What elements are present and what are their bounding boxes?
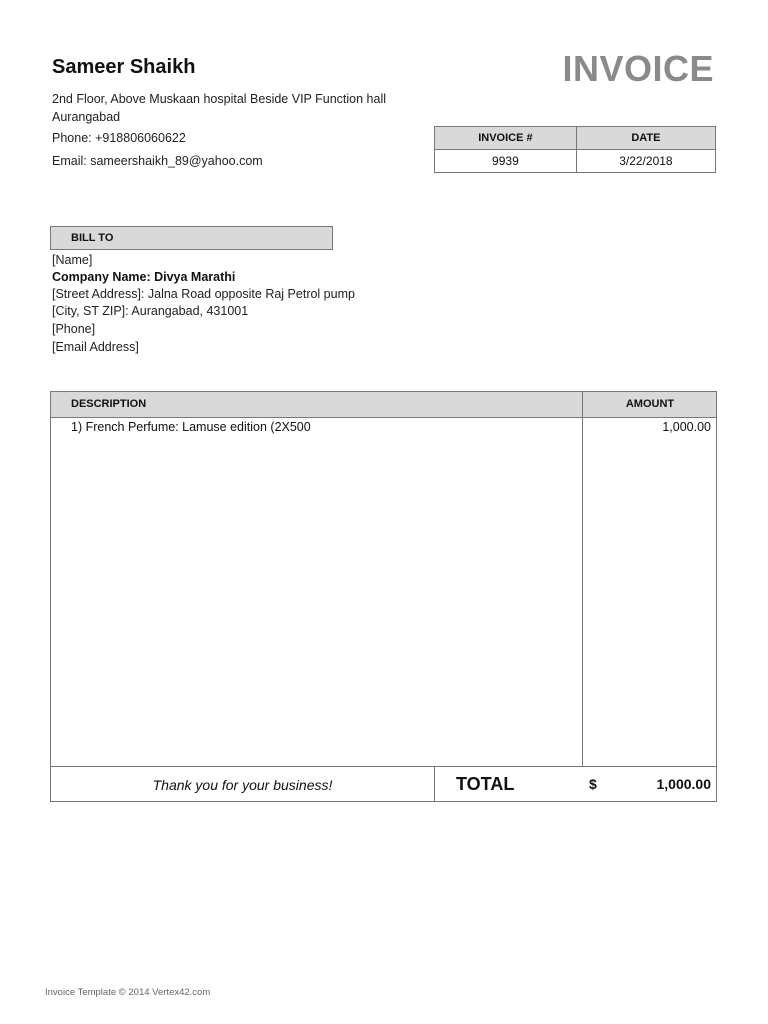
seller-address-line2: Aurangabad [52,110,121,124]
line-items-header [51,392,716,418]
thank-you-note: Thank you for your business! [152,777,333,793]
seller-email: Email: sameershaikh_89@yahoo.com [52,154,263,168]
amount-header: AMOUNT [625,398,675,410]
line-items-table [50,391,717,802]
line-item-description: 1) French Perfume: Lamuse edition (2X500 [71,420,311,434]
bill-to-header [50,226,333,250]
bill-to-company: Company Name: Divya Marathi [52,270,236,284]
column-divider [582,392,583,767]
seller-phone: Phone: +918806060622 [52,131,186,145]
description-header: DESCRIPTION [71,398,147,410]
totals-divider [434,767,435,802]
date-value: 3/22/2018 [576,150,715,173]
invoice-number-value: 9939 [435,150,577,173]
line-item-amount: 1,000.00 [662,420,711,434]
bill-to-street: [Street Address]: Jalna Road opposite Raj Petrol pump [52,287,355,301]
total-currency-symbol: $ [589,776,597,792]
template-copyright: Invoice Template © 2014 Vertex42.com [45,987,211,998]
bill-to-phone: [Phone] [52,322,96,336]
seller-name: Sameer Shaikh [52,56,196,78]
seller-address-line1: 2nd Floor, Above Muskaan hospital Beside VIP Function hall [52,92,387,106]
invoice-number-header: INVOICE # [435,127,577,150]
total-value: 1,000.00 [656,776,711,792]
bill-to-city: [City, ST ZIP]: Aurangabad, 431001 [52,304,249,318]
invoice-title: INVOICE [562,48,714,89]
invoice-meta-table [434,126,716,173]
bill-to-label: BILL TO [71,232,114,244]
totals-row [51,766,716,802]
bill-to-name: [Name] [52,253,93,267]
date-header: DATE [576,127,715,150]
bill-to-email: [Email Address] [52,340,139,354]
total-label: TOTAL [456,774,515,794]
